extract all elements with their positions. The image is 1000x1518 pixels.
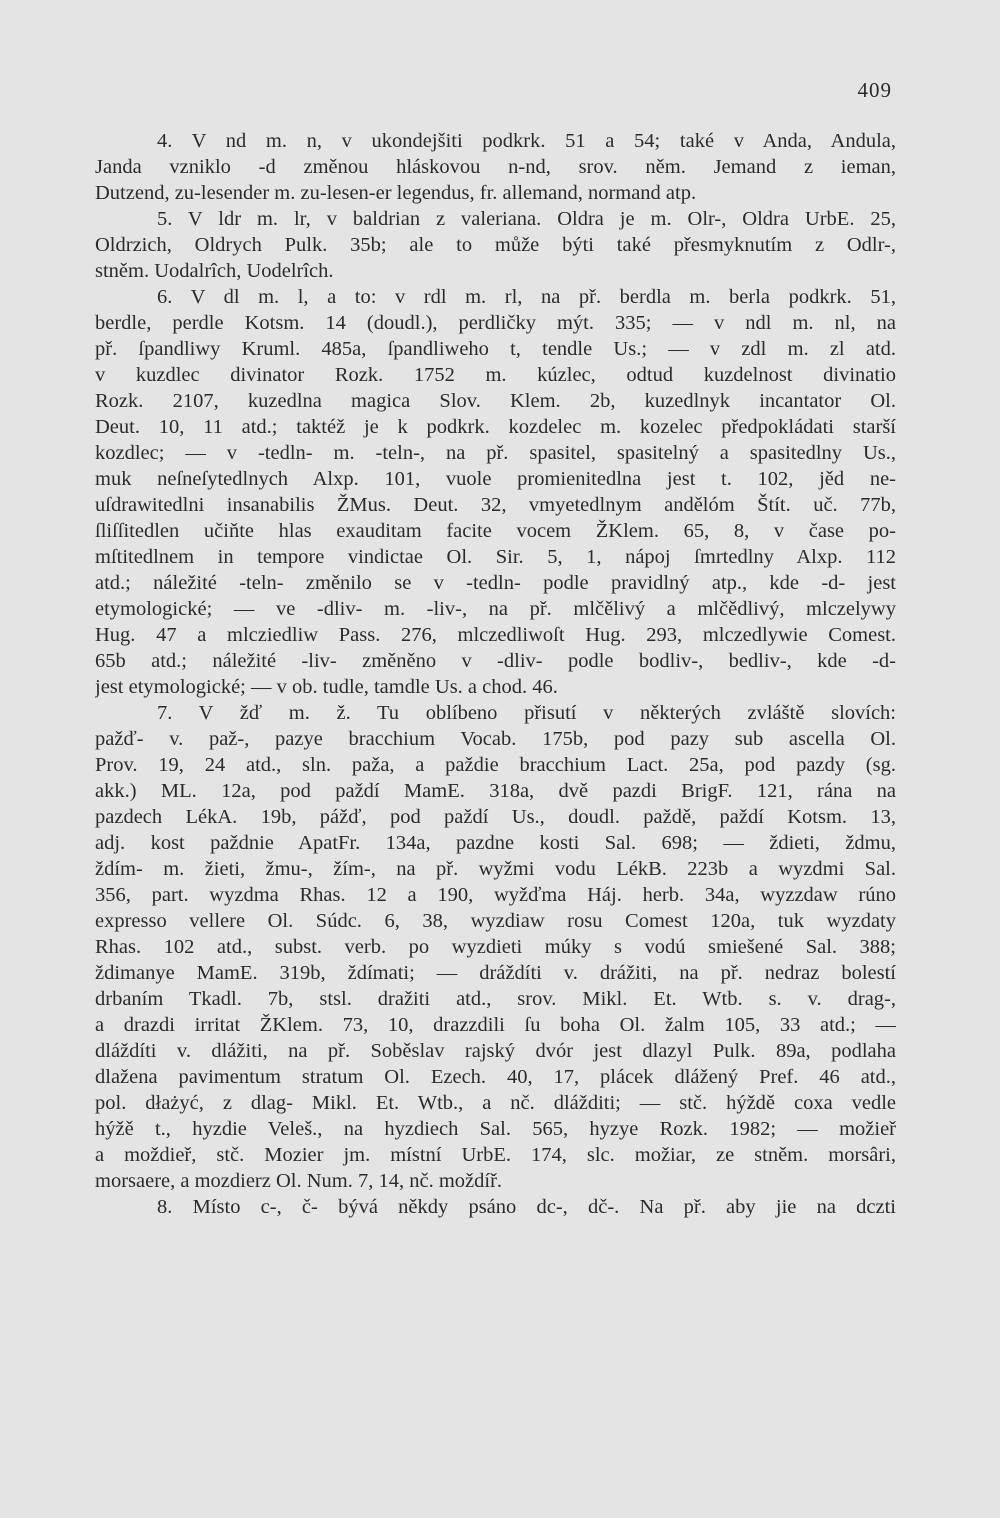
body-text [95,128,896,1220]
text-line: 7. V žď m. ž. Tu oblíbeno přisutí v některých zvláště slovích: [157,702,896,724]
text-line: dláždíti v. dlážiti, na př. Soběslav rajský dvór jest dlazyl Pulk. 89a, podlaha [95,1040,896,1062]
text-line: etymologické; — ve -dliv- m. -liv-, na př. mlčělivý a mlčědlivý, mlczelywy [95,598,896,620]
text-line: pažď- v. paž-, pazye bracchium Vocab. 175b, pod pazy sub ascella Ol. [95,728,896,750]
text-line: ždimanye MamE. 319b, ždímati; — dráždíti v. drážiti, na př. nedraz bolestí [95,962,896,984]
text-line: př. ſpandliwy Kruml. 485a, ſpandliweho t, tendle Us.; — v zdl m. zl atd. [95,338,896,360]
text-line: ždím- m. žieti, žmu-, žím-, na př. wyžmi vodu LékB. 223b a wyzdmi Sal. [95,858,896,880]
text-line: drbaním Tkadl. 7b, stsl. dražiti atd., srov. Mikl. Et. Wtb. s. v. drag-, [95,988,896,1010]
text-line: 6. V dl m. l, a to: v rdl m. rl, na př. berdla m. berla podkrk. 51, [157,286,896,308]
text-line: stněm. Uodalrîch, Uodelrîch. [95,260,334,282]
text-line: Oldrzich, Oldrych Pulk. 35b; ale to může býti také přesmyknutím z Odlr-, [95,234,896,256]
text-line: berdle, perdle Kotsm. 14 (doudl.), perdličky mýt. 335; — v ndl m. nl, na [95,312,896,334]
text-line: pol. dłażyć, z dlag- Mikl. Et. Wtb., a nč. dlážditi; — stč. hýždě coxa vedle [95,1092,896,1114]
text-line: morsaere, a mozdierz Ol. Num. 7, 14, nč. moždíř. [95,1170,503,1192]
text-line: 8. Místo c-, č- bývá někdy psáno dc-, dč-. Na př. aby jie na dczti [157,1196,896,1218]
text-line: Dutzend, zu-lesender m. zu-lesen-er legendus, fr. allemand, normand atp. [95,182,697,204]
text-line: Hug. 47 a mlcziedliw Pass. 276, mlczedliwoſt Hug. 293, mlczedlywie Comest. [95,624,896,646]
text-line: adj. kost paždnie ApatFr. 134a, pazdne kosti Sal. 698; — ždieti, ždmu, [95,832,896,854]
text-line: hýžě t., hyzdie Veleš., na hyzdiech Sal. 565, hyzye Rozk. 1982; — možieř [95,1118,896,1140]
text-line: 5. V ldr m. lr, v baldrian z valeriana. Oldra je m. Olr-, Oldra UrbE. 25, [157,208,896,230]
text-line: muk neſneſytedlnych Alxp. 101, vuole promienitedlna jest t. 102, jěd ne- [95,468,896,490]
text-line: ſliſſitedlen učiňte hlas exauditam facite vocem ŽKlem. 65, 8, v čase po- [95,520,896,542]
text-line: kozdlec; — v -tedln- m. -teln-, na př. spasitel, spasitelný a spasitedlny Us., [95,442,896,464]
text-line: Rozk. 2107, kuzedlna magica Slov. Klem. 2b, kuzedlnyk incantator Ol. [95,390,896,412]
page-number: 409 [857,78,892,102]
text-line: 65b atd.; náležité -liv- změněno v -dliv- podle bodliv-, bedliv-, kde -d- [95,650,896,672]
text-line: Prov. 19, 24 atd., sln. paža, a paždie bracchium Lact. 25a, pod pazdy (sg. [95,754,896,776]
text-line: pazdech LékA. 19b, pážď, pod paždí Us., doudl. paždě, paždí Kotsm. 13, [95,806,896,828]
text-line: atd.; náležité -teln- změnilo se v -tedln- podle pravidlný atp., kde -d- jest [95,572,896,594]
text-line: a moždieř, stč. Mozier jm. místní UrbE. 174, slc. možiar, ze stněm. morsâri, [95,1144,896,1166]
text-line: akk.) ML. 12a, pod paždí MamE. 318a, dvě pazdi BrigF. 121, rána na [95,780,896,802]
text-line: jest etymologické; — v ob. tudle, tamdle Us. a chod. 46. [95,676,558,698]
text-line: uſdrawitedlni insanabilis ŽMus. Deut. 32, vmyetedlnym andělóm Štít. uč. 77b, [95,494,896,516]
text-line: mſtitedlnem in tempore vindictae Ol. Sir. 5, 1, nápoj ſmrtedlny Alxp. 112 [95,546,896,568]
text-line: Deut. 10, 11 atd.; taktéž je k podkrk. kozdelec m. kozelec předpokládati starší [95,416,896,438]
text-line: Janda vzniklo -d změnou hláskovou n-nd, srov. něm. Jemand z ieman, [95,156,896,178]
text-line: a drazdi irritat ŽKlem. 73, 10, drazzdili ſu boha Ol. žalm 105, 33 atd.; — [95,1014,896,1036]
text-line: 4. V nd m. n, v ukondejšiti podkrk. 51 a 54; také v Anda, Andula, [157,130,896,152]
text-line: v kuzdlec divinator Rozk. 1752 m. kúzlec, odtud kuzdelnost divinatio [95,364,896,386]
text-line: expresso vellere Ol. Súdc. 6, 38, wyzdiaw rosu Comest 120a, tuk wyzdaty [95,910,896,932]
text-line: dlažena pavimentum stratum Ol. Ezech. 40, 17, plácek dlážený Pref. 46 atd., [95,1066,896,1088]
text-line: 356, part. wyzdma Rhas. 12 a 190, wyžďma Háj. herb. 34a, wyzzdaw rúno [95,884,896,906]
text-line: Rhas. 102 atd., subst. verb. po wyzdieti múky s vodú smiešené Sal. 388; [95,936,896,958]
